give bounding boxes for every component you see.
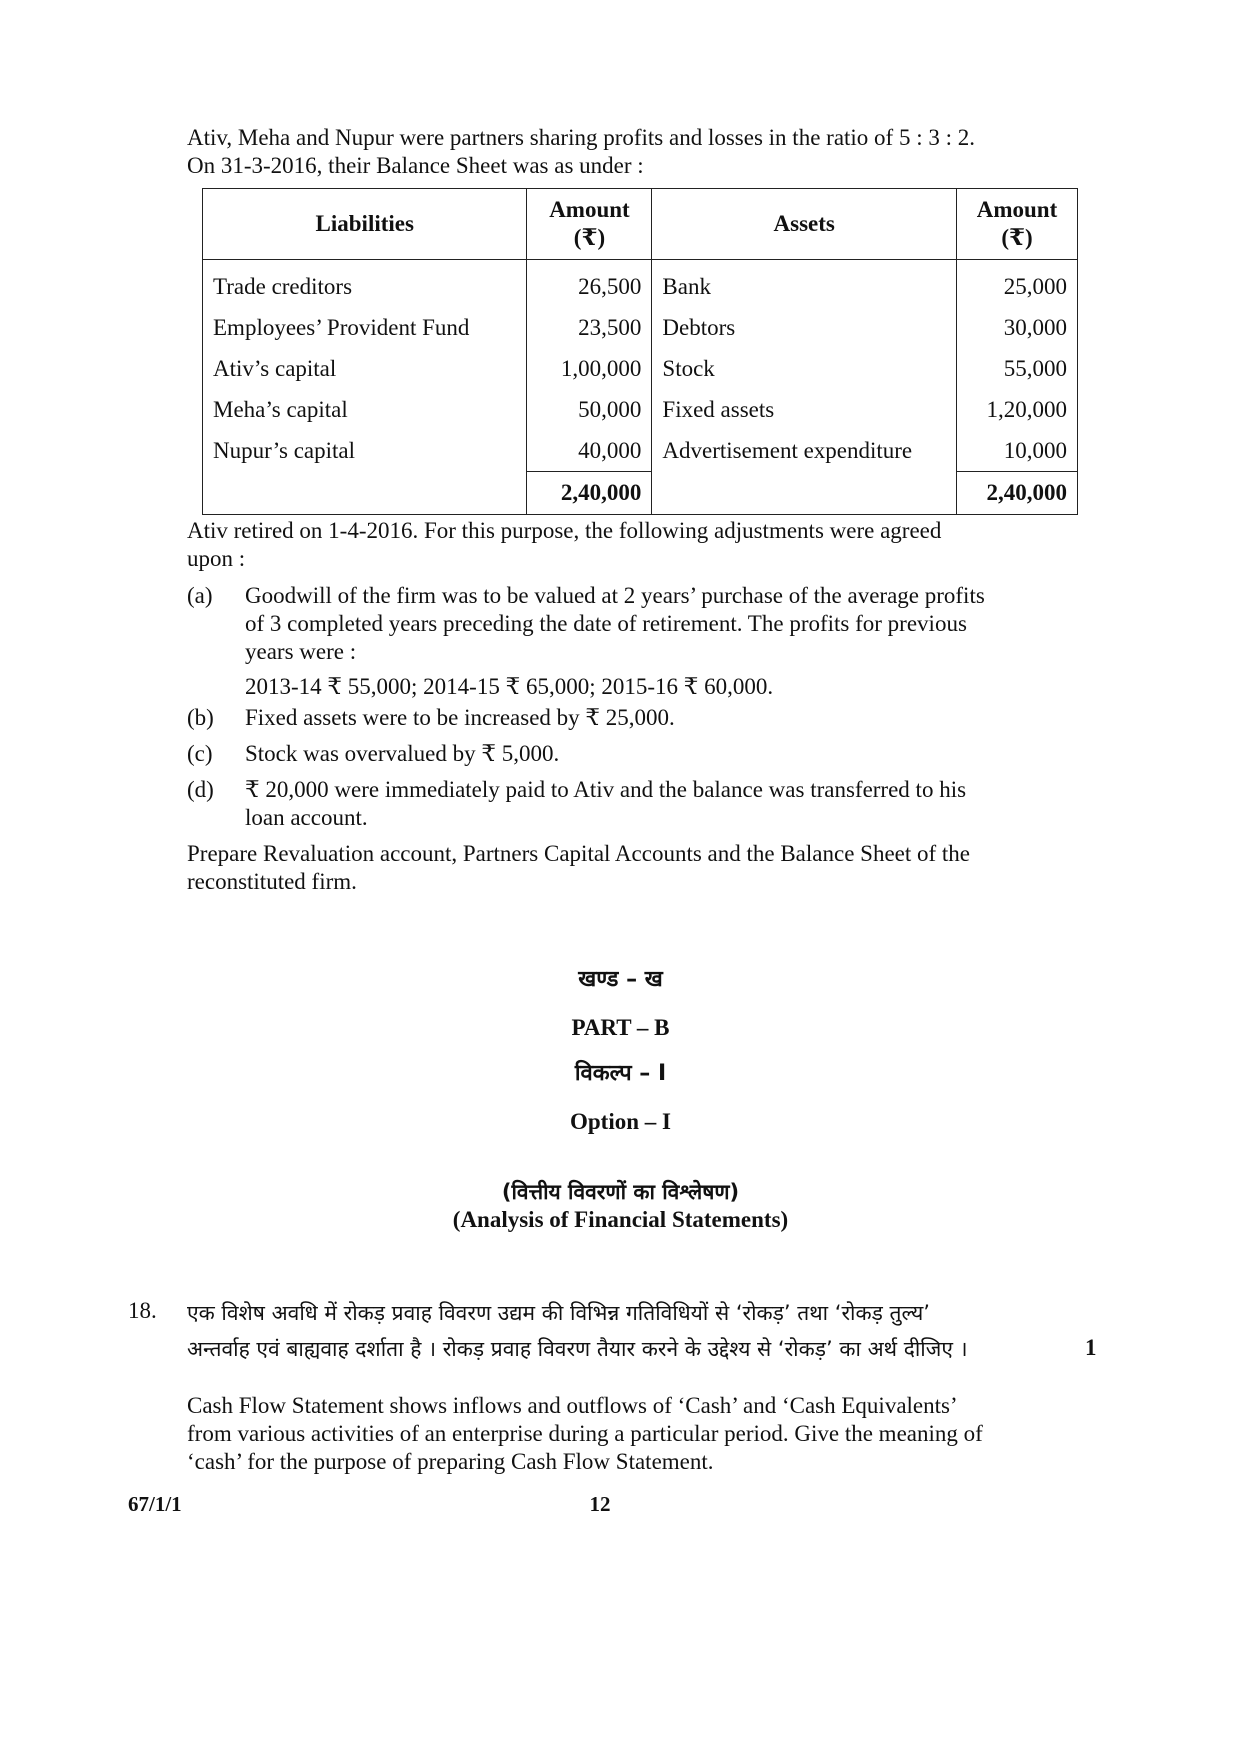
header-amount-label: Amount: [549, 197, 630, 222]
question-english-text: [187, 1392, 1063, 1476]
table-row: [203, 260, 1078, 308]
table-total-row: [203, 472, 1078, 515]
header-amount-liabilities: [527, 189, 652, 260]
adjustment-label: (c): [187, 741, 213, 766]
asset-name: Advertisement expenditure: [652, 430, 957, 472]
section-heading-hindi: खण्ड – ख: [578, 967, 663, 992]
question-hindi-line-1: एक विशेष अवधि में रोकड़ प्रवाह विवरण उद्यम की विभिन्न गतिविधियों से ‘रोकड़’ तथा ‘रोकड़ तुल्य’: [187, 1301, 930, 1325]
question-english-line-1: Cash Flow Statement shows inflows and outflows of ‘Cash’ and ‘Cash Equivalents’: [187, 1393, 958, 1418]
table-row: [203, 348, 1078, 389]
asset-amount: 1,20,000: [957, 389, 1078, 430]
header-liabilities: Liabilities: [203, 189, 527, 260]
prepare-instruction: [187, 840, 1063, 896]
header-amount-unit: (₹): [1001, 225, 1033, 250]
adjustment-line: loan account.: [245, 805, 368, 830]
asset-amount: 55,000: [957, 348, 1078, 389]
total-liabilities: 2,40,000: [527, 472, 652, 515]
table-row: [203, 430, 1078, 472]
subject-heading: (Analysis of Financial Statements): [452, 1207, 789, 1232]
header-assets: Assets: [652, 189, 957, 260]
liability-name: Ativ’s capital: [203, 348, 527, 389]
asset-amount: 30,000: [957, 307, 1078, 348]
liability-name: Nupur’s capital: [203, 430, 527, 472]
adjustment-line: Goodwill of the firm was to be valued at 2 years’ purchase of the average profits: [245, 583, 985, 608]
adjustment-line: years were :: [245, 639, 357, 664]
table-row: [203, 389, 1078, 430]
intro-line-2: On 31-3-2016, their Balance Sheet was as under :: [187, 153, 644, 178]
liability-amount: 40,000: [527, 430, 652, 472]
section-heading: PART – B: [571, 1015, 670, 1040]
retirement-line-1: Ativ retired on 1-4-2016. For this purpose, the following adjustments were agreed: [187, 518, 942, 543]
asset-name: Fixed assets: [652, 389, 957, 430]
question-marks: 1: [1085, 1335, 1097, 1360]
asset-amount: 10,000: [957, 430, 1078, 472]
question-english-line-2: from various activities of an enterprise during a particular period. Give the meaning of: [187, 1421, 983, 1446]
question-number: 18.: [128, 1298, 157, 1323]
adjustment-label: (d): [187, 777, 214, 802]
page-number: 12: [589, 1492, 611, 1516]
total-blank: [203, 472, 527, 515]
prepare-line-1: Prepare Revaluation account, Partners Capital Accounts and the Balance Sheet of the: [187, 841, 971, 866]
liability-amount: 23,500: [527, 307, 652, 348]
liability-amount: 50,000: [527, 389, 652, 430]
question-hindi-text: [187, 1295, 1063, 1367]
asset-amount: 25,000: [957, 260, 1078, 308]
adjustment-line: Fixed assets were to be increased by ₹ 25,000.: [245, 705, 675, 730]
profits-list: 2013-14 ₹ 55,000; 2014-15 ₹ 65,000; 2015-16 ₹ 60,000.: [245, 674, 774, 699]
total-assets: 2,40,000: [957, 472, 1078, 515]
adjustment-line: of 3 completed years preceding the date of retirement. The profits for previous: [245, 611, 967, 636]
adjustment-label: (b): [187, 705, 214, 730]
adjustment-line: ₹ 20,000 were immediately paid to Ativ and the balance was transferred to his: [245, 777, 967, 802]
table-header-row: [203, 189, 1078, 260]
header-amount-unit: (₹): [573, 225, 606, 250]
option-heading: Option – I: [570, 1109, 671, 1134]
intro-text: [187, 124, 1063, 180]
liability-name: Trade creditors: [203, 260, 527, 308]
subject-heading-hindi: (वित्तीय विवरणों का विश्लेषण): [501, 1180, 740, 1204]
retirement-text: [187, 517, 1063, 573]
asset-name: Bank: [652, 260, 957, 308]
question-english-line-3: ‘cash’ for the purpose of preparing Cash Flow Statement.: [187, 1449, 714, 1474]
liability-amount: 1,00,000: [527, 348, 652, 389]
prepare-line-2: reconstituted firm.: [187, 869, 357, 894]
intro-line-1: Ativ, Meha and Nupur were partners sharing profits and losses in the ratio of 5 : 3 : 2.: [187, 125, 975, 150]
asset-name: Debtors: [652, 307, 957, 348]
table-row: [203, 307, 1078, 348]
header-amount-assets: [957, 189, 1078, 260]
paper-code: 67/1/1: [128, 1492, 182, 1516]
liability-name: Employees’ Provident Fund: [203, 307, 527, 348]
option-heading-hindi: विकल्प – I: [574, 1061, 667, 1086]
total-blank: [652, 472, 957, 515]
question-hindi-line-2: अन्तर्वाह एवं बाह्यवाह दर्शाता है । रोकड़ प्रवाह विवरण तैयार करने के उद्देश्य से ‘रोकड़’ का अर्थ दीजिए ।: [187, 1337, 968, 1361]
liability-amount: 26,500: [527, 260, 652, 308]
liability-name: Meha’s capital: [203, 389, 527, 430]
retirement-line-2: upon :: [187, 546, 246, 571]
header-amount-label: Amount: [976, 197, 1058, 222]
adjustment-line: Stock was overvalued by ₹ 5,000.: [245, 741, 560, 766]
balance-sheet-table: [202, 188, 1078, 515]
asset-name: Stock: [652, 348, 957, 389]
adjustment-label: (a): [187, 583, 213, 608]
